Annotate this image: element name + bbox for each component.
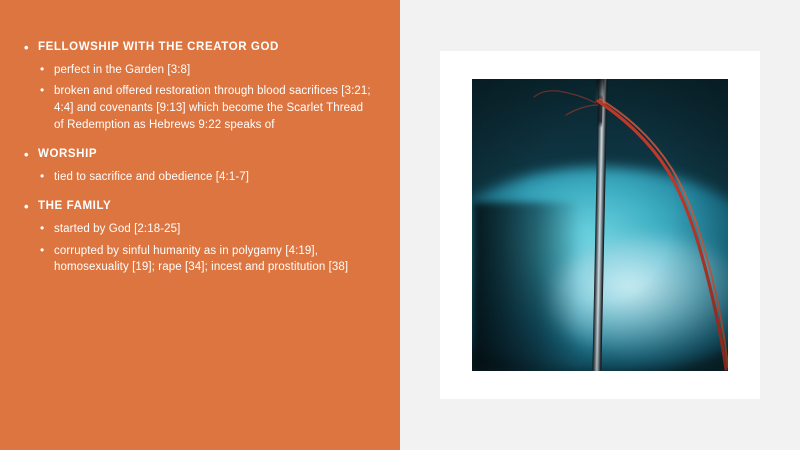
bullet-list [22, 40, 374, 276]
bullet-heading: • FELLOWSHIP WITH THE CREATOR GOD [22, 40, 374, 56]
sub-bullet: • broken and offered restoration through blood sacrifices [3:21; 4:4] and covenants [9:13] which become the Scarlet Thread of Redemption as Hebrews 9:22 speaks of [40, 83, 374, 133]
sub-bullet: • tied to sacrifice and obedience [4:1-7] [40, 169, 374, 186]
bullet-group [22, 40, 374, 133]
sub-bullet-list [22, 169, 374, 186]
sub-bullet: • started by God [2:18-25] [40, 221, 374, 238]
bullet-group [22, 147, 374, 185]
needle-thread-photo [472, 79, 728, 371]
sub-bullet: • perfect in the Garden [3:8] [40, 62, 374, 79]
bullet-heading: • THE FAMILY [22, 199, 374, 215]
photo-frame [440, 51, 760, 399]
sub-bullet-list [22, 62, 374, 134]
image-panel [400, 0, 800, 450]
photo-vignette [472, 79, 728, 371]
sub-bullet-list [22, 221, 374, 276]
bullet-group [22, 199, 374, 276]
sub-bullet: • corrupted by sinful humanity as in polygamy [4:19], homosexuality [19]; rape [34]; incest and prostitution [38] [40, 243, 374, 276]
bullet-heading: • WORSHIP [22, 147, 374, 163]
